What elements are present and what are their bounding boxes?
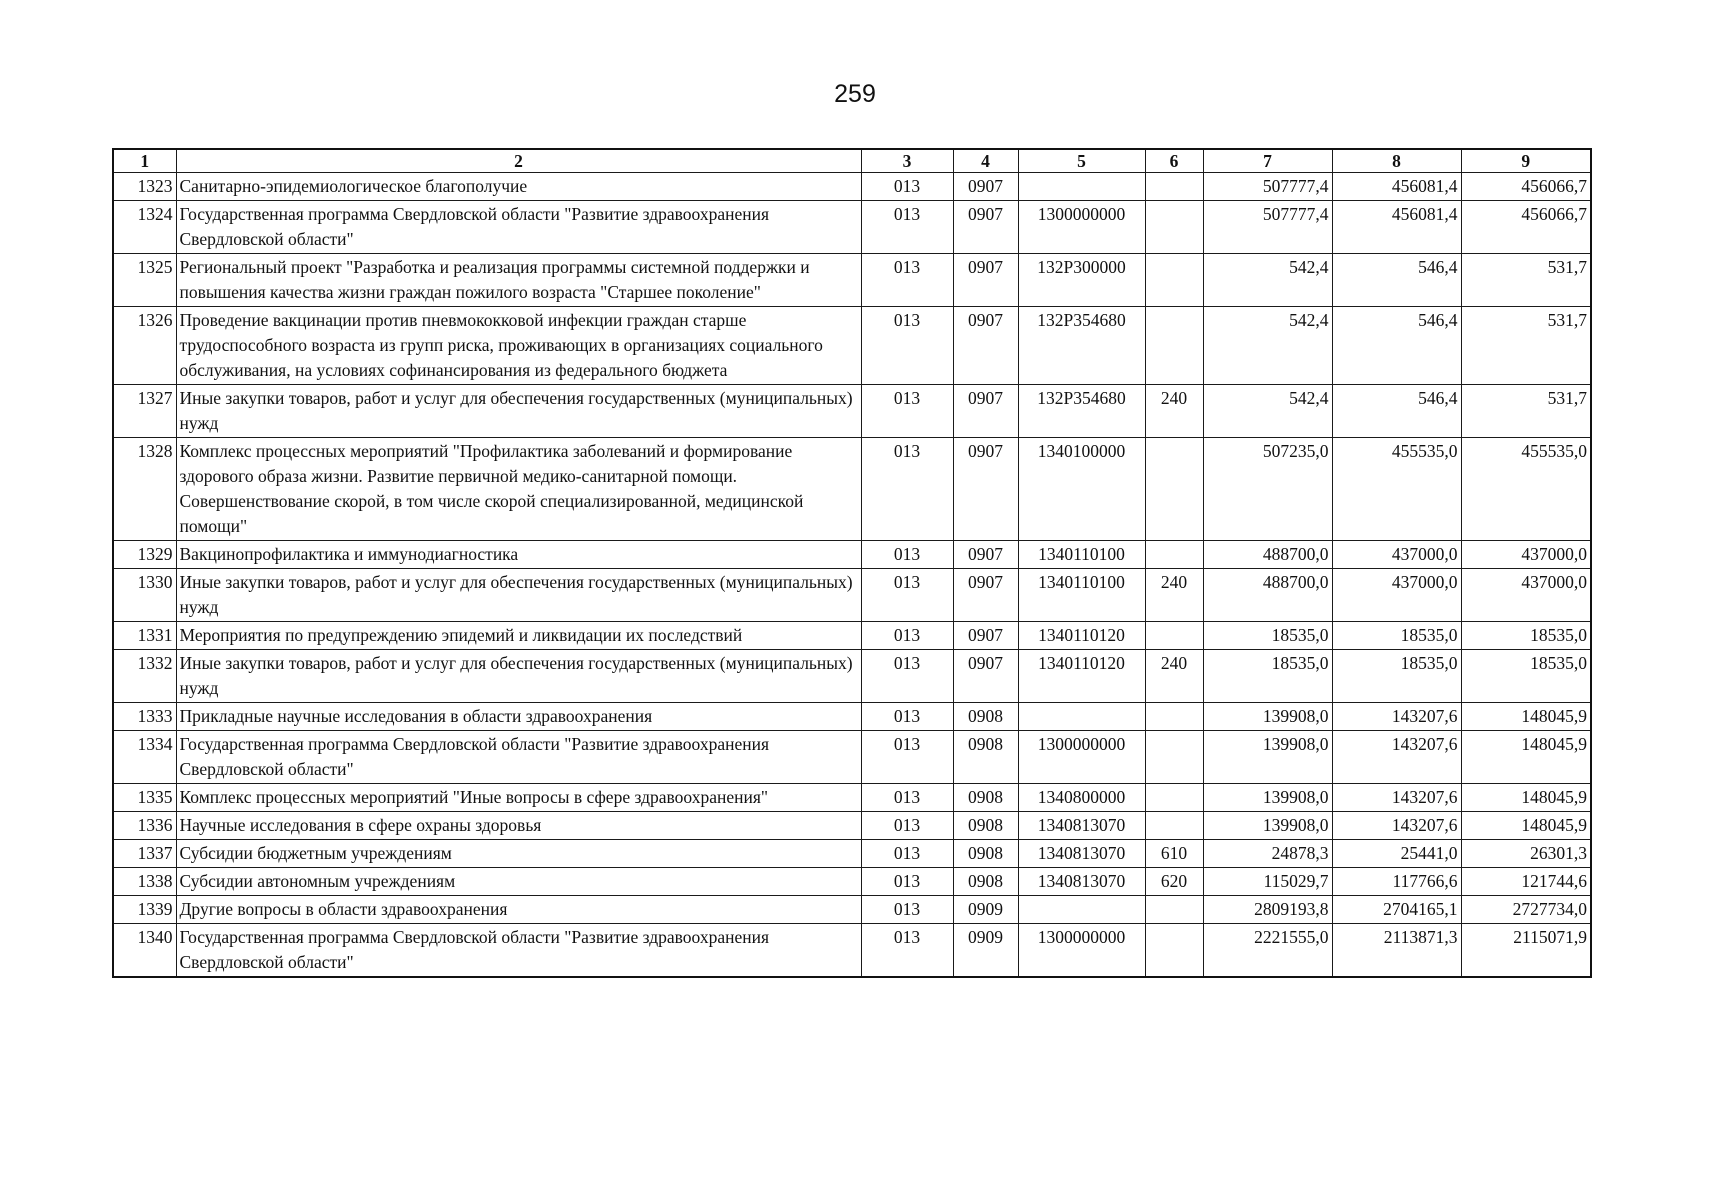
amount-col-7: 542,4	[1203, 254, 1332, 307]
amount-col-7: 139908,0	[1203, 784, 1332, 812]
column-header: 3	[861, 149, 953, 173]
row-number: 1332	[113, 650, 176, 703]
amount-col-8: 18535,0	[1332, 622, 1461, 650]
target-article-code: 1340813070	[1018, 840, 1145, 868]
amount-col-7: 507777,4	[1203, 201, 1332, 254]
ministry-code: 013	[861, 254, 953, 307]
target-article-code: 132P300000	[1018, 254, 1145, 307]
amount-col-8: 143207,6	[1332, 731, 1461, 784]
table-row	[113, 896, 1591, 924]
ministry-code: 013	[861, 307, 953, 385]
section-code: 0907	[953, 622, 1018, 650]
row-name: Комплекс процессных мероприятий "Иные вопросы в сфере здравоохранения"	[176, 784, 861, 812]
row-name: Государственная программа Свердловской области "Развитие здравоохранения Свердловской области"	[176, 731, 861, 784]
target-article-code: 1340110120	[1018, 650, 1145, 703]
column-header: 8	[1332, 149, 1461, 173]
ministry-code: 013	[861, 924, 953, 978]
target-article-code: 1300000000	[1018, 731, 1145, 784]
amount-col-9: 18535,0	[1461, 650, 1591, 703]
table-row	[113, 703, 1591, 731]
row-number: 1333	[113, 703, 176, 731]
section-code: 0907	[953, 569, 1018, 622]
expense-type-code: 620	[1145, 868, 1203, 896]
amount-col-7: 2809193,8	[1203, 896, 1332, 924]
amount-col-9: 531,7	[1461, 307, 1591, 385]
amount-col-8: 117766,6	[1332, 868, 1461, 896]
amount-col-7: 139908,0	[1203, 812, 1332, 840]
amount-col-9: 531,7	[1461, 254, 1591, 307]
row-number: 1327	[113, 385, 176, 438]
amount-col-8: 143207,6	[1332, 784, 1461, 812]
row-name: Научные исследования в сфере охраны здоровья	[176, 812, 861, 840]
amount-col-9: 456066,7	[1461, 201, 1591, 254]
ministry-code: 013	[861, 840, 953, 868]
expense-type-code	[1145, 254, 1203, 307]
amount-col-8: 546,4	[1332, 385, 1461, 438]
target-article-code: 1340813070	[1018, 868, 1145, 896]
section-code: 0907	[953, 201, 1018, 254]
amount-col-7: 115029,7	[1203, 868, 1332, 896]
budget-table	[112, 148, 1592, 978]
row-name: Комплекс процессных мероприятий "Профилактика заболеваний и формирование здорового образа жизни. Развитие первичной медико-санитарной помощи. Совершенствование скорой, в том числе скорой специализированной, медицинской помощи"	[176, 438, 861, 541]
amount-col-8: 546,4	[1332, 254, 1461, 307]
expense-type-code	[1145, 541, 1203, 569]
table-row	[113, 731, 1591, 784]
table-row	[113, 622, 1591, 650]
amount-col-7: 2221555,0	[1203, 924, 1332, 978]
ministry-code: 013	[861, 650, 953, 703]
amount-col-8: 455535,0	[1332, 438, 1461, 541]
expense-type-code: 610	[1145, 840, 1203, 868]
table-row	[113, 868, 1591, 896]
row-number: 1335	[113, 784, 176, 812]
ministry-code: 013	[861, 569, 953, 622]
ministry-code: 013	[861, 703, 953, 731]
amount-col-9: 437000,0	[1461, 541, 1591, 569]
section-code: 0908	[953, 703, 1018, 731]
expense-type-code	[1145, 438, 1203, 541]
amount-col-8: 546,4	[1332, 307, 1461, 385]
ministry-code: 013	[861, 731, 953, 784]
column-header: 2	[176, 149, 861, 173]
amount-col-9: 437000,0	[1461, 569, 1591, 622]
amount-col-8: 2704165,1	[1332, 896, 1461, 924]
section-code: 0908	[953, 840, 1018, 868]
target-article-code: 1340800000	[1018, 784, 1145, 812]
section-code: 0907	[953, 650, 1018, 703]
row-number: 1339	[113, 896, 176, 924]
amount-col-7: 24878,3	[1203, 840, 1332, 868]
column-header: 6	[1145, 149, 1203, 173]
section-code: 0907	[953, 541, 1018, 569]
target-article-code	[1018, 703, 1145, 731]
amount-col-9: 26301,3	[1461, 840, 1591, 868]
amount-col-8: 25441,0	[1332, 840, 1461, 868]
section-code: 0908	[953, 784, 1018, 812]
section-code: 0908	[953, 731, 1018, 784]
column-header: 5	[1018, 149, 1145, 173]
amount-col-8: 437000,0	[1332, 569, 1461, 622]
expense-type-code	[1145, 622, 1203, 650]
target-article-code	[1018, 173, 1145, 201]
section-code: 0907	[953, 385, 1018, 438]
amount-col-9: 148045,9	[1461, 784, 1591, 812]
section-code: 0907	[953, 438, 1018, 541]
table-row	[113, 784, 1591, 812]
table-row	[113, 840, 1591, 868]
row-name: Вакцинопрофилактика и иммунодиагностика	[176, 541, 861, 569]
table-row	[113, 173, 1591, 201]
expense-type-code: 240	[1145, 569, 1203, 622]
amount-col-9: 121744,6	[1461, 868, 1591, 896]
target-article-code	[1018, 896, 1145, 924]
row-name: Государственная программа Свердловской области "Развитие здравоохранения Свердловской области"	[176, 201, 861, 254]
table-row	[113, 569, 1591, 622]
amount-col-9: 531,7	[1461, 385, 1591, 438]
amount-col-8: 143207,6	[1332, 812, 1461, 840]
amount-col-9: 18535,0	[1461, 622, 1591, 650]
header-row	[113, 149, 1591, 173]
amount-col-8: 143207,6	[1332, 703, 1461, 731]
row-number: 1338	[113, 868, 176, 896]
row-name: Санитарно-эпидемиологическое благополучие	[176, 173, 861, 201]
row-name: Иные закупки товаров, работ и услуг для обеспечения государственных (муниципальных) нужд	[176, 650, 861, 703]
amount-col-7: 139908,0	[1203, 703, 1332, 731]
section-code: 0907	[953, 307, 1018, 385]
amount-col-7: 488700,0	[1203, 541, 1332, 569]
row-number: 1328	[113, 438, 176, 541]
amount-col-9: 148045,9	[1461, 812, 1591, 840]
expense-type-code	[1145, 812, 1203, 840]
target-article-code: 1340110120	[1018, 622, 1145, 650]
amount-col-8: 437000,0	[1332, 541, 1461, 569]
table-body	[113, 173, 1591, 978]
amount-col-9: 455535,0	[1461, 438, 1591, 541]
amount-col-9: 456066,7	[1461, 173, 1591, 201]
expense-type-code	[1145, 924, 1203, 978]
expense-type-code	[1145, 731, 1203, 784]
amount-col-7: 18535,0	[1203, 622, 1332, 650]
section-code: 0907	[953, 173, 1018, 201]
table-row	[113, 812, 1591, 840]
table-row	[113, 438, 1591, 541]
amount-col-9: 2115071,9	[1461, 924, 1591, 978]
row-number: 1323	[113, 173, 176, 201]
amount-col-9: 148045,9	[1461, 703, 1591, 731]
table-row	[113, 650, 1591, 703]
amount-col-8: 2113871,3	[1332, 924, 1461, 978]
target-article-code: 132P354680	[1018, 385, 1145, 438]
amount-col-7: 139908,0	[1203, 731, 1332, 784]
table-row	[113, 385, 1591, 438]
amount-col-7: 18535,0	[1203, 650, 1332, 703]
row-name: Иные закупки товаров, работ и услуг для обеспечения государственных (муниципальных) нужд	[176, 385, 861, 438]
expense-type-code	[1145, 201, 1203, 254]
expense-type-code	[1145, 896, 1203, 924]
row-number: 1329	[113, 541, 176, 569]
target-article-code: 1340100000	[1018, 438, 1145, 541]
column-header: 4	[953, 149, 1018, 173]
amount-col-9: 148045,9	[1461, 731, 1591, 784]
section-code: 0909	[953, 924, 1018, 978]
target-article-code: 1300000000	[1018, 924, 1145, 978]
ministry-code: 013	[861, 438, 953, 541]
row-number: 1340	[113, 924, 176, 978]
amount-col-8: 456081,4	[1332, 201, 1461, 254]
row-name: Проведение вакцинации против пневмококковой инфекции граждан старше трудоспособного возраста из групп риска, проживающих в организациях социального обслуживания, на условиях софинансирования из федерального бюджета	[176, 307, 861, 385]
expense-type-code	[1145, 703, 1203, 731]
amount-col-8: 456081,4	[1332, 173, 1461, 201]
section-code: 0908	[953, 812, 1018, 840]
section-code: 0907	[953, 254, 1018, 307]
table-row	[113, 307, 1591, 385]
ministry-code: 013	[861, 868, 953, 896]
row-name: Субсидии автономным учреждениям	[176, 868, 861, 896]
row-number: 1337	[113, 840, 176, 868]
target-article-code: 1340813070	[1018, 812, 1145, 840]
ministry-code: 013	[861, 201, 953, 254]
page-number: 259	[834, 80, 876, 108]
row-name: Государственная программа Свердловской области "Развитие здравоохранения Свердловской области"	[176, 924, 861, 978]
column-header: 9	[1461, 149, 1591, 173]
table-row	[113, 201, 1591, 254]
section-code: 0909	[953, 896, 1018, 924]
expense-type-code	[1145, 173, 1203, 201]
ministry-code: 013	[861, 173, 953, 201]
ministry-code: 013	[861, 812, 953, 840]
row-number: 1334	[113, 731, 176, 784]
column-header: 7	[1203, 149, 1332, 173]
ministry-code: 013	[861, 385, 953, 438]
amount-col-9: 2727734,0	[1461, 896, 1591, 924]
expense-type-code	[1145, 784, 1203, 812]
row-name: Мероприятия по предупреждению эпидемий и ликвидации их последствий	[176, 622, 861, 650]
row-number: 1324	[113, 201, 176, 254]
expense-type-code: 240	[1145, 385, 1203, 438]
column-header: 1	[113, 149, 176, 173]
row-number: 1331	[113, 622, 176, 650]
amount-col-7: 507777,4	[1203, 173, 1332, 201]
row-number: 1336	[113, 812, 176, 840]
target-article-code: 1340110100	[1018, 541, 1145, 569]
table-row	[113, 924, 1591, 978]
row-number: 1325	[113, 254, 176, 307]
amount-col-8: 18535,0	[1332, 650, 1461, 703]
table-row	[113, 541, 1591, 569]
row-name: Региональный проект "Разработка и реализация программы системной поддержки и повышения качества жизни граждан пожилого возраста "Старшее поколение"	[176, 254, 861, 307]
expense-type-code: 240	[1145, 650, 1203, 703]
table-row	[113, 254, 1591, 307]
amount-col-7: 542,4	[1203, 307, 1332, 385]
row-number: 1326	[113, 307, 176, 385]
target-article-code: 1300000000	[1018, 201, 1145, 254]
ministry-code: 013	[861, 541, 953, 569]
row-name: Субсидии бюджетным учреждениям	[176, 840, 861, 868]
target-article-code: 1340110100	[1018, 569, 1145, 622]
ministry-code: 013	[861, 622, 953, 650]
amount-col-7: 542,4	[1203, 385, 1332, 438]
row-name: Прикладные научные исследования в области здравоохранения	[176, 703, 861, 731]
row-name: Иные закупки товаров, работ и услуг для обеспечения государственных (муниципальных) нужд	[176, 569, 861, 622]
expense-type-code	[1145, 307, 1203, 385]
target-article-code: 132P354680	[1018, 307, 1145, 385]
ministry-code: 013	[861, 896, 953, 924]
section-code: 0908	[953, 868, 1018, 896]
amount-col-7: 488700,0	[1203, 569, 1332, 622]
row-name: Другие вопросы в области здравоохранения	[176, 896, 861, 924]
ministry-code: 013	[861, 784, 953, 812]
amount-col-7: 507235,0	[1203, 438, 1332, 541]
row-number: 1330	[113, 569, 176, 622]
